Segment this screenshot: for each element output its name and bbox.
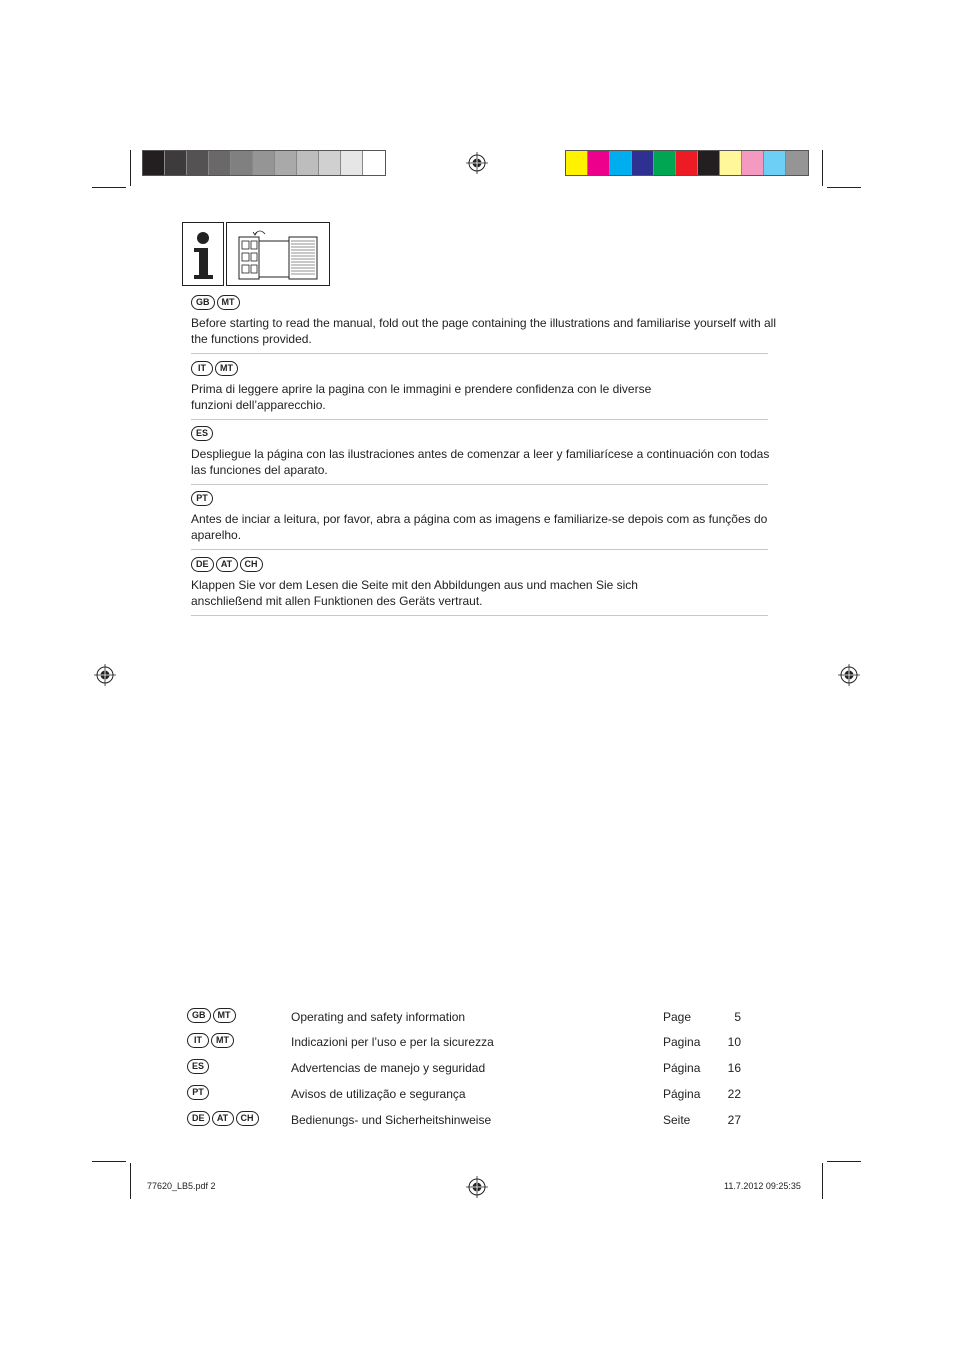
language-instruction-section	[191, 361, 768, 420]
language-badges	[191, 361, 768, 376]
language-badges	[191, 426, 768, 441]
registration-mark-icon	[838, 664, 860, 686]
info-icon-box	[182, 222, 224, 286]
crop-mark	[827, 187, 861, 188]
toc-page-number: 22	[727, 1087, 741, 1101]
color-swatch	[363, 151, 385, 175]
country-code-badge: CH	[236, 1111, 259, 1126]
color-swatch	[786, 151, 808, 175]
crop-mark	[130, 150, 131, 186]
toc-page-label: Page	[663, 1010, 692, 1024]
language-badges	[191, 557, 768, 572]
language-instruction-section	[191, 557, 768, 616]
toc-title: Indicazioni per l’uso e per la sicurezza	[291, 1035, 494, 1049]
grayscale-swatch-bar	[142, 150, 386, 176]
instruction-text-line: las funciones del aparato.	[191, 463, 328, 477]
country-code-badge: PT	[191, 491, 213, 506]
info-icon	[183, 223, 223, 285]
toc-row	[187, 1085, 747, 1105]
crop-mark	[92, 187, 126, 188]
instruction-text-line: Prima di leggere aprire la pagina con le immagini e prendere confidenza con le diverse	[191, 382, 652, 396]
instruction-text-line: Despliegue la página con las ilustraciones antes de comenzar a leer y familiarícese a continuación con todas	[191, 447, 770, 461]
country-code-badge: DE	[191, 557, 214, 572]
country-code-badge: PT	[187, 1085, 209, 1100]
toc-language-badges	[187, 1033, 234, 1048]
color-swatch	[275, 151, 297, 175]
color-swatch	[253, 151, 275, 175]
footer-file-name: 77620_LB5.pdf 2	[147, 1181, 216, 1191]
color-swatch	[654, 151, 676, 175]
toc-page-number: 10	[727, 1035, 741, 1049]
language-instruction-section	[191, 491, 768, 550]
crop-mark	[130, 1163, 131, 1199]
country-code-badge: DE	[187, 1111, 210, 1126]
toc-row	[187, 1059, 747, 1079]
footer-timestamp: 11.7.2012 09:25:35	[724, 1181, 801, 1191]
toc-row	[187, 1008, 747, 1028]
instruction-text	[191, 446, 768, 484]
instruction-text	[191, 577, 768, 615]
color-swatch	[698, 151, 720, 175]
instruction-text	[191, 511, 768, 549]
country-code-badge: GB	[191, 295, 215, 310]
color-swatch	[209, 151, 231, 175]
color-swatch	[588, 151, 610, 175]
instruction-text-line: funzioni dell’apparecchio.	[191, 398, 326, 412]
crop-mark	[827, 1161, 861, 1162]
language-badges	[191, 491, 768, 506]
toc-page-number: 5	[734, 1010, 741, 1024]
color-swatch	[566, 151, 588, 175]
instruction-text-line: aparelho.	[191, 528, 242, 542]
color-swatch	[319, 151, 341, 175]
fold-out-page-icon	[227, 223, 329, 285]
toc-page-label: Seite	[663, 1113, 691, 1127]
country-code-badge: MT	[213, 1008, 236, 1023]
crop-mark	[92, 1161, 126, 1162]
color-swatch	[231, 151, 253, 175]
toc-page-label: Pagina	[663, 1035, 701, 1049]
toc-language-badges	[187, 1059, 209, 1074]
fold-out-icon-box	[226, 222, 330, 286]
registration-mark-icon	[466, 1176, 488, 1198]
country-code-badge: ES	[191, 426, 213, 441]
instruction-text	[191, 315, 776, 353]
color-swatch	[341, 151, 363, 175]
instruction-text-line: Klappen Sie vor dem Lesen die Seite mit den Abbildungen aus und machen Sie sich	[191, 578, 638, 592]
toc-language-badges	[187, 1111, 259, 1126]
country-code-badge: AT	[212, 1111, 234, 1126]
toc-row	[187, 1111, 747, 1131]
toc-row	[187, 1033, 747, 1053]
toc-language-badges	[187, 1085, 209, 1100]
registration-mark-icon	[94, 664, 116, 686]
language-badges	[191, 295, 768, 310]
color-swatch	[764, 151, 786, 175]
color-swatch	[610, 151, 632, 175]
color-swatch	[676, 151, 698, 175]
color-swatch	[187, 151, 209, 175]
instruction-text	[191, 381, 768, 419]
toc-page-label: Página	[663, 1087, 701, 1101]
country-code-badge: MT	[215, 361, 238, 376]
color-swatch	[720, 151, 742, 175]
toc-title: Advertencias de manejo y seguridad	[291, 1061, 486, 1075]
color-swatch	[143, 151, 165, 175]
instruction-text-line: Antes de inciar a leitura, por favor, abra a página com as imagens e familiarize-se depois com as funções do	[191, 512, 768, 526]
color-swatch	[632, 151, 654, 175]
country-code-badge: IT	[191, 361, 213, 376]
toc-title: Avisos de utilização e segurança	[291, 1087, 466, 1101]
toc-title: Operating and safety information	[291, 1010, 466, 1024]
country-code-badge: IT	[187, 1033, 209, 1048]
toc-language-badges	[187, 1008, 236, 1023]
country-code-badge: MT	[217, 295, 240, 310]
country-code-badge: MT	[211, 1033, 234, 1048]
color-swatch	[297, 151, 319, 175]
country-code-badge: GB	[187, 1008, 211, 1023]
language-instruction-section	[191, 295, 776, 354]
instruction-text-line: Before starting to read the manual, fold out the page containing the illustrations and familiarise yourself with all	[191, 316, 776, 330]
instruction-text-line: anschließend mit allen Funktionen des Geräts vertraut.	[191, 594, 483, 608]
color-swatch	[742, 151, 764, 175]
toc-page-number: 27	[727, 1113, 741, 1127]
color-swatch-bar	[565, 150, 809, 176]
color-swatch	[165, 151, 187, 175]
country-code-badge: ES	[187, 1059, 209, 1074]
instruction-text-line: the functions provided.	[191, 332, 312, 346]
crop-mark	[822, 150, 823, 186]
crop-mark	[822, 1163, 823, 1199]
toc-page-label: Página	[663, 1061, 701, 1075]
toc-title: Bedienungs- und Sicherheitshinweise	[291, 1113, 492, 1127]
toc-page-number: 16	[727, 1061, 741, 1075]
country-code-badge: CH	[240, 557, 263, 572]
country-code-badge: AT	[216, 557, 238, 572]
registration-mark-icon	[466, 152, 488, 174]
language-instruction-section	[191, 426, 768, 485]
